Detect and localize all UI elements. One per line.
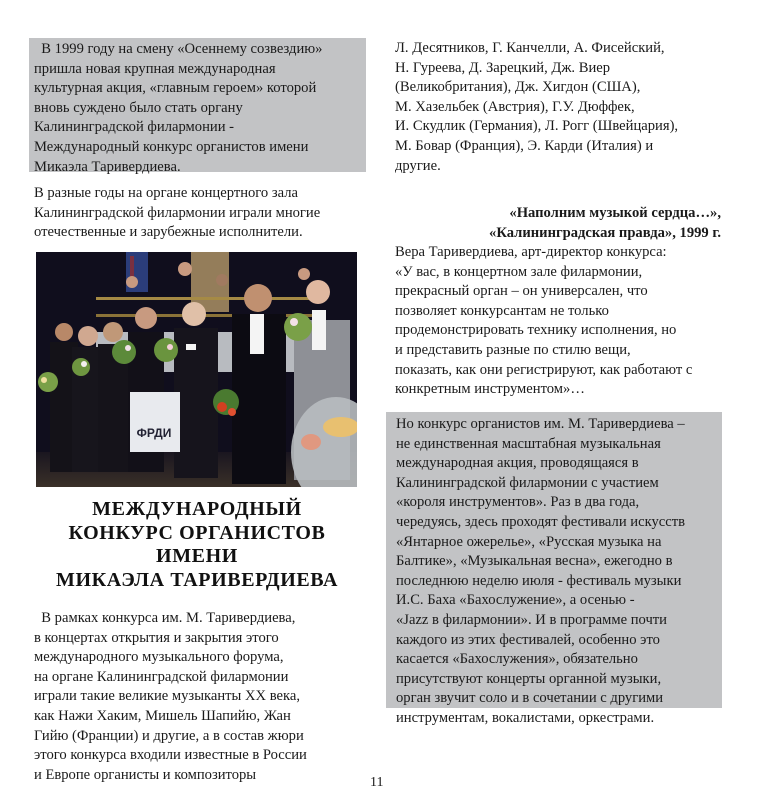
- text-line: «Jazz в филармонии». И в программе почти: [396, 611, 667, 628]
- competition-paragraph: [34, 609, 307, 785]
- text-line: культурная акция, «главным героем» которой: [34, 80, 317, 97]
- text-line: Калининградской филармонии играли многие: [34, 204, 321, 221]
- text-line: чередуясь, здесь проходят фестивали искусств: [396, 513, 685, 530]
- text-line: касается «Бахослужения», обязательно: [396, 651, 638, 668]
- text-line: играли такие великие музыканты XX века,: [34, 688, 300, 705]
- text-line: присутствуют концерты органной музыки,: [396, 670, 662, 687]
- heading-line: МЕЖДУНАРОДНЫЙ: [92, 498, 302, 520]
- text-line: «Янтарное ожерелье», «Русская музыка на: [396, 533, 662, 550]
- text-line: прекрасный орган – он универсален, что: [395, 283, 648, 300]
- text-line: Международный конкурс органистов имени: [34, 138, 309, 155]
- text-line: на органе Калининградской филармонии: [34, 668, 289, 685]
- performers-paragraph: [34, 184, 320, 243]
- text-line: каждого из этих фестивалей, особенно это: [396, 631, 660, 648]
- text-line: пришла новая крупная международная: [34, 60, 276, 77]
- text-line: Но конкурс органистов им. М. Таривердиева –: [396, 416, 685, 432]
- text-line: Калининградской филармонии -: [34, 119, 235, 136]
- text-line: орган звучит соло и в сочетании с другими: [396, 690, 664, 707]
- text-line: показать, как они регистрируют, как работают с: [395, 361, 693, 378]
- text-line: Микаэла Таривердиева.: [34, 158, 181, 175]
- text-line: В разные годы на органе концертного зала: [34, 185, 298, 201]
- quote-source-line: «Калининградская правда», 1999 г.: [489, 224, 721, 241]
- text-line: «У вас, в концертном зале филармонии,: [395, 263, 643, 280]
- text-line: В рамках конкурса им. М. Таривердиева,: [34, 610, 296, 626]
- text-line: Л. Десятников, Г. Канчелли, А. Фисейский,: [395, 40, 665, 56]
- section-heading: [32, 498, 362, 592]
- text-line: последнюю неделю июля - фестиваль музыки: [396, 572, 682, 589]
- text-line: М. Бовар (Франция), Э. Карди (Италия) и: [395, 137, 654, 154]
- quote-source: [385, 204, 721, 243]
- text-line: инструментам, вокалистами, оркестрами.: [396, 709, 655, 726]
- stage-photo-icon: [36, 252, 357, 487]
- intro-paragraph: [34, 40, 322, 177]
- heading-line: ИМЕНИ: [156, 545, 238, 567]
- text-line: «короля инструментов». Раз в два года,: [396, 494, 640, 511]
- jury-list-paragraph: [395, 39, 678, 176]
- text-line: международная акция, проводящаяся в: [396, 455, 639, 472]
- text-line: и Европе органисты и композиторы: [34, 766, 257, 783]
- text-line: международного музыкального форума,: [34, 649, 284, 666]
- text-line: продемонстрировать технику исполнения, но: [395, 322, 677, 339]
- text-line: М. Хазельбек (Австрия), Г.У. Дюффек,: [395, 98, 635, 115]
- festivals-highlight-box: [386, 412, 722, 726]
- text-line: в концертах открытия и закрытия этого: [34, 629, 279, 646]
- text-line: И. Скудлик (Германия), Л. Рогг (Швейцария),: [395, 118, 679, 135]
- heading-line: КОНКУРС ОРГАНИСТОВ: [68, 521, 326, 544]
- text-line: не единственная масштабная музыкальная: [396, 435, 661, 452]
- text-line: В 1999 году на смену «Осеннему созвездию»: [34, 41, 323, 57]
- page-number: 11: [370, 775, 384, 790]
- heading-line: МИКАЭЛА ТАРИВЕРДИЕВА: [55, 568, 339, 591]
- text-line: другие.: [395, 157, 441, 174]
- text-line: отечественные и зарубежные исполнители.: [34, 224, 303, 241]
- text-line: этого конкурса входили известные в России: [34, 747, 307, 764]
- text-line: вновь суждено было стать органу: [34, 99, 243, 116]
- text-line: Вера Таривердиева, арт-директор конкурса:: [395, 244, 667, 260]
- text-line: Н. Гуреева, Д. Зарецкий, Дж. Виер: [395, 59, 611, 76]
- quote-source-line: «Наполним музыкой сердца…»,: [509, 205, 721, 221]
- intro-highlight-box: [29, 38, 366, 175]
- festivals-paragraph: [396, 415, 685, 729]
- text-line: конкретным инструментом»…: [395, 381, 585, 398]
- banner-text: ФРДИ: [136, 426, 172, 440]
- competition-photo: [36, 252, 357, 487]
- text-line: как Нажи Хаким, Мишель Шапийю, Жан: [34, 707, 291, 724]
- text-line: позволяет конкурсантам не только: [395, 302, 609, 319]
- text-line: (Великобритания), Дж. Хигдон (США),: [395, 79, 641, 96]
- text-line: И.С. Баха «Бахослужение», а осенью -: [396, 592, 635, 609]
- text-line: Балтике», «Музыкальная весна», ежегодно в: [396, 553, 673, 570]
- text-line: Гийю (Франции) и другие, а в состав жюри: [34, 727, 304, 744]
- text-line: и представить разные по стилю вещи,: [395, 341, 631, 358]
- text-line: Калининградской филармонии с участием: [396, 474, 659, 491]
- quote-paragraph: [395, 243, 692, 400]
